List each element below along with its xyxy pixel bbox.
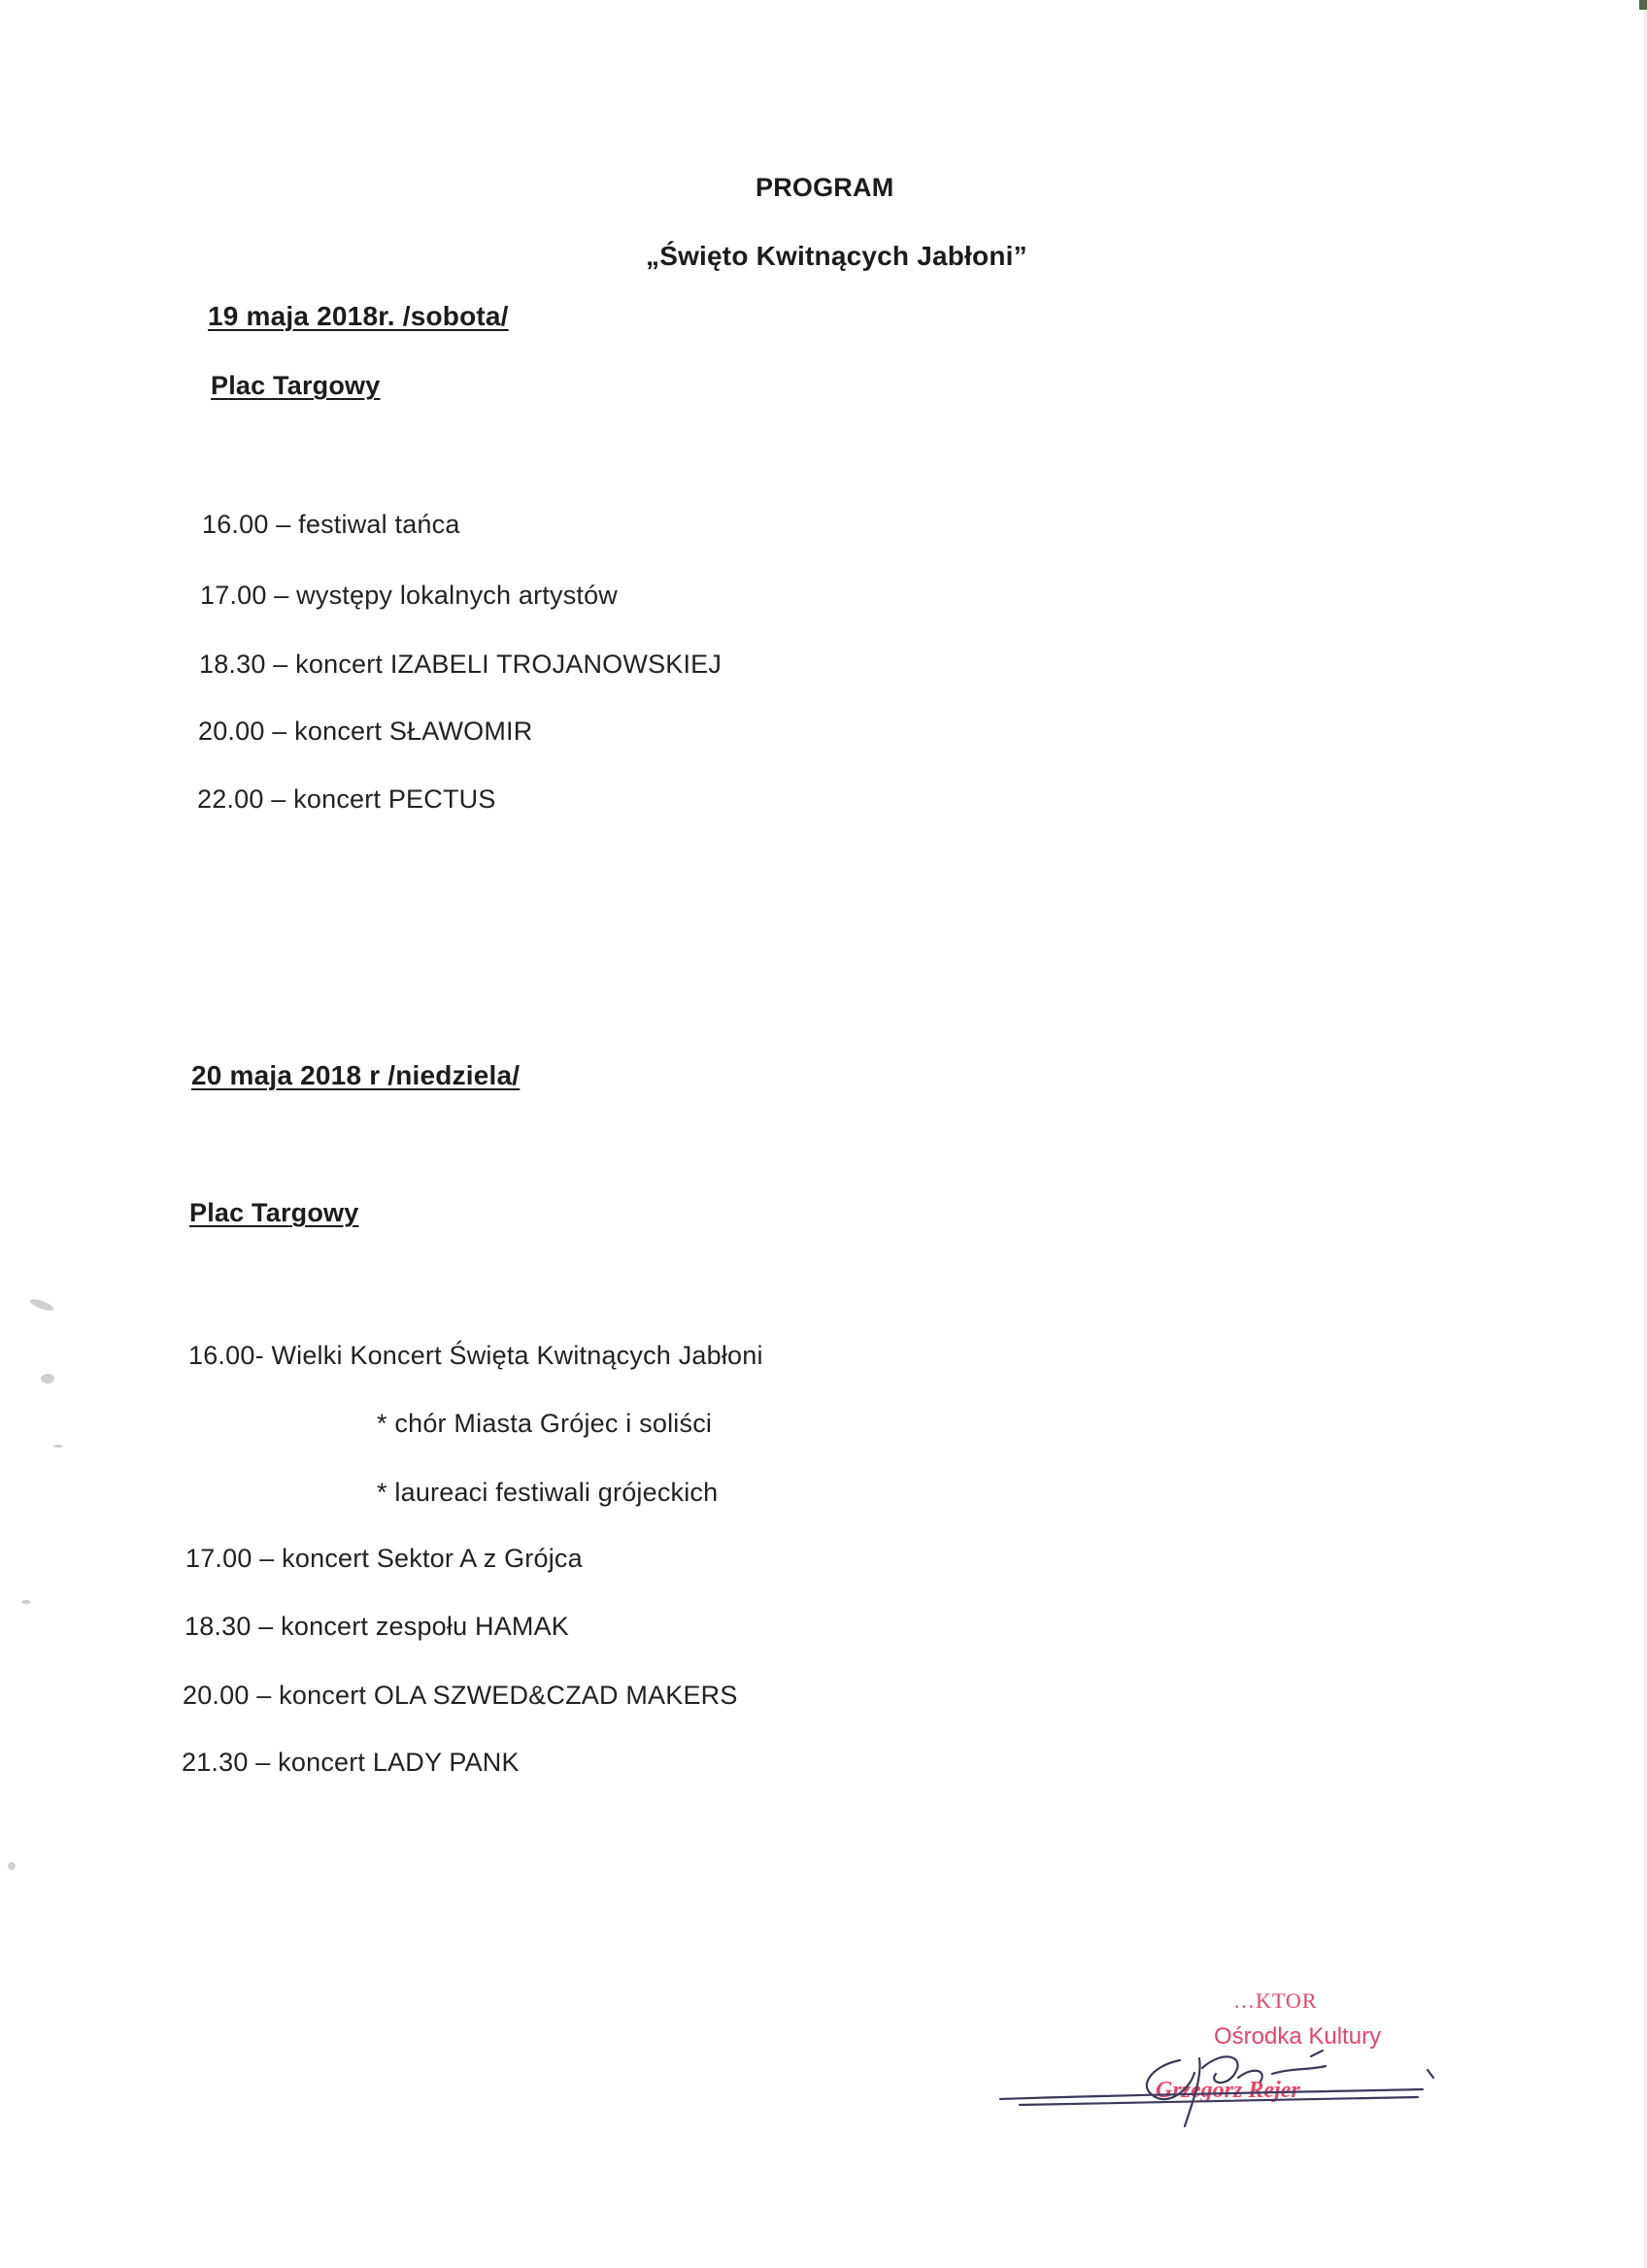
scan-edge xyxy=(1643,0,1647,2268)
scan-speck xyxy=(21,1600,31,1604)
handwritten-signature xyxy=(991,1981,1447,2136)
stamp-institution: Ośrodka Kultury xyxy=(1214,2023,1382,2050)
day1-event: 16.00 – festiwal tańca xyxy=(202,510,460,539)
scan-speck xyxy=(41,1374,54,1384)
day1-event: 17.00 – występy lokalnych artystów xyxy=(200,581,619,610)
stamp-name: Grzegorz Rejer xyxy=(1156,2078,1300,2103)
day2-event: 18.30 – koncert zespołu HAMAK xyxy=(185,1612,570,1641)
day2-event: 17.00 – koncert Sektor A z Grójca xyxy=(185,1544,583,1573)
event-name: „Święto Kwitnących Jabłoni” xyxy=(646,241,1027,271)
stamp-title: …KTOR xyxy=(1233,1988,1318,2013)
scan-speck xyxy=(8,1862,16,1870)
scan-speck xyxy=(53,1445,63,1448)
day2-event: 21.30 – koncert LADY PANK xyxy=(182,1748,520,1777)
page-title: PROGRAM xyxy=(756,173,894,202)
day2-subitem: * laureaci festiwali grójeckich xyxy=(377,1478,719,1507)
day1-event: 20.00 – koncert SŁAWOMIR xyxy=(198,717,533,746)
scan-corner-mark xyxy=(1639,0,1647,10)
day2-date: 20 maja 2018 r /niedziela/ xyxy=(191,1060,521,1090)
day1-event: 18.30 – koncert IZABELI TROJANOWSKIEJ xyxy=(199,650,723,679)
day2-event: 16.00- Wielki Koncert Święta Kwitnących Jabłoni xyxy=(188,1341,763,1370)
day2-subitem: * chór Miasta Grójec i soliści xyxy=(377,1409,713,1438)
scan-speck xyxy=(28,1297,54,1313)
director-stamp xyxy=(991,1981,1447,2136)
day1-date: 19 maja 2018r. /sobota/ xyxy=(208,301,509,331)
day2-event: 20.00 – koncert OLA SZWED&CZAD MAKERS xyxy=(183,1681,738,1710)
day1-venue: Plac Targowy xyxy=(211,371,381,400)
day2-venue: Plac Targowy xyxy=(189,1198,359,1227)
day1-event: 22.00 – koncert PECTUS xyxy=(197,784,496,814)
